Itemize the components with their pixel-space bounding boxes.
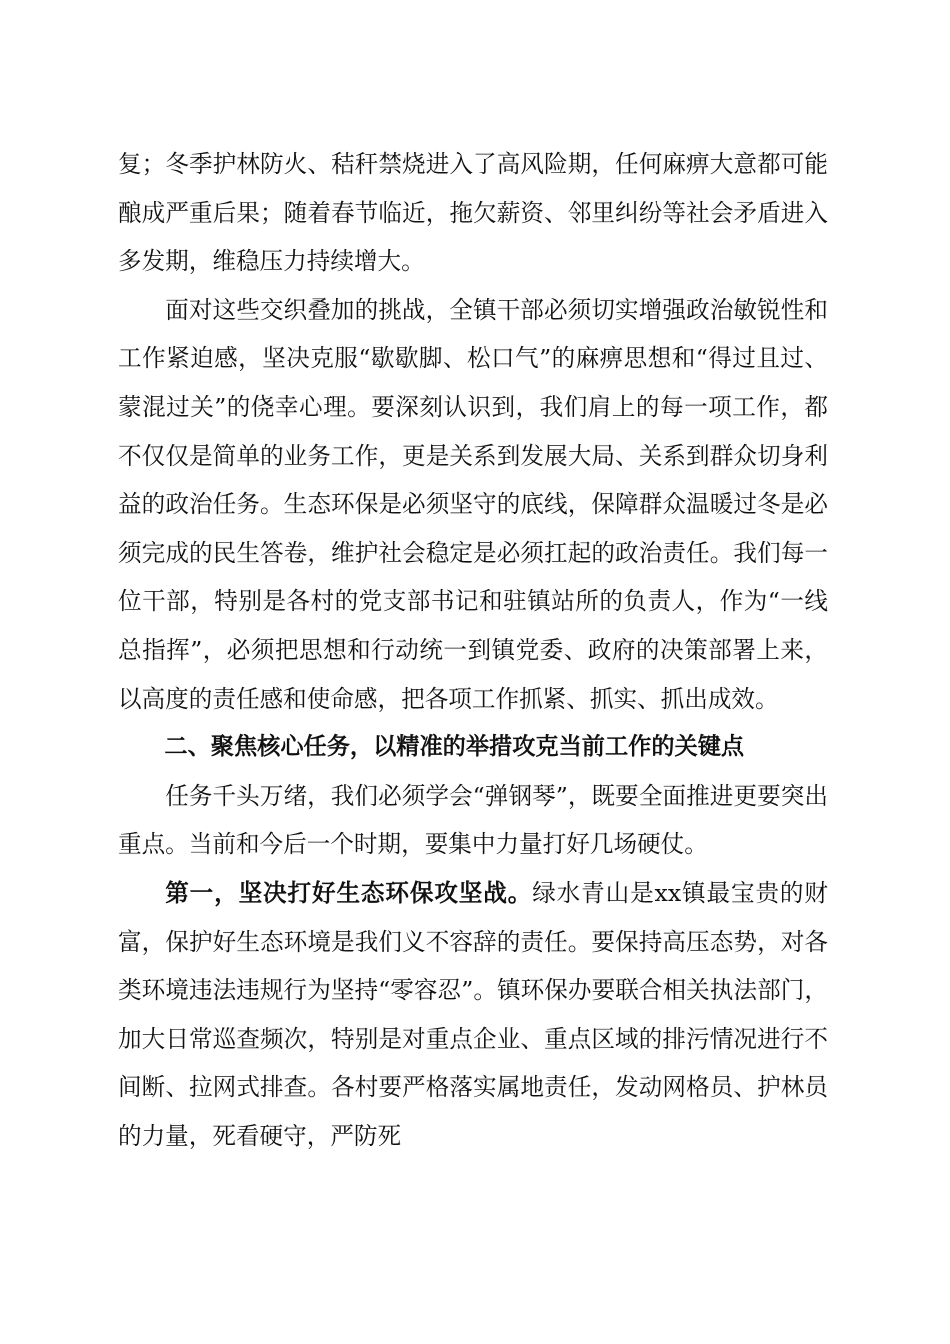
- section-heading: 二、聚焦核心任务，以精准的举措攻克当前工作的关键点: [164, 733, 745, 761]
- first-task-lead: 第一，坚决打好生态环保攻坚战。: [165, 878, 533, 907]
- paragraph-challenges: 面对这些交织叠加的挑战，全镇干部必须切实增强政治敏锐性和工作紧迫感，坚决克服“歇歇脚、松口气”的麻痹思想和“得过且过、蒙混过关”的侥幸心理。要深刻认识到，我们肩上的每一项工作，都不仅仅是简单的业务工作，更是关系到发展大局、关系到群众切身利益的政治任务。生态环保是必须坚守的底线，保障群众温暖过冬是必须完成的民生答卷，维护社会稳定是必须扛起的政治责任。我们每一位干部，特别是各村的党支部书记和驻镇站所的负责人，作为“一线总指挥”，必须把思想和行动统一到镇党委、政府的决策部署上来，以高度的责任感和使命感，把各项工作抓紧、抓实、抓出成效。: [118, 295, 828, 713]
- first-task-body: 绿水青山是xx镇最宝贵的财富，保护好生态环境是我们义不容辞的责任。要保持高压态势，对各类环境违法违规行为坚持“零容忍”。镇环保办要联合相关执法部门，加大日常巡查频次，特别是对重点企业、重点区域的排污情况进行不间断、拉网式排查。各村要严格落实属地责任，发动网格员、护林员的力量，死看硬守，严防死: [118, 878, 828, 1150]
- document-body: [118, 140, 828, 1160]
- paragraph-tasks-intro: 任务千头万绪，我们必须学会“弹钢琴”，既要全面推进更要突出重点。当前和今后一个时期，要集中力量打好几场硬仗。: [118, 781, 828, 859]
- paragraph-first-task: [118, 869, 828, 1161]
- paragraph-continuation: 复；冬季护林防火、秸秆禁烧进入了高风险期，任何麻痹大意都可能酿成严重后果；随着春节临近，拖欠薪资、邻里纠纷等社会矛盾进入多发期，维稳压力持续增大。: [118, 150, 828, 276]
